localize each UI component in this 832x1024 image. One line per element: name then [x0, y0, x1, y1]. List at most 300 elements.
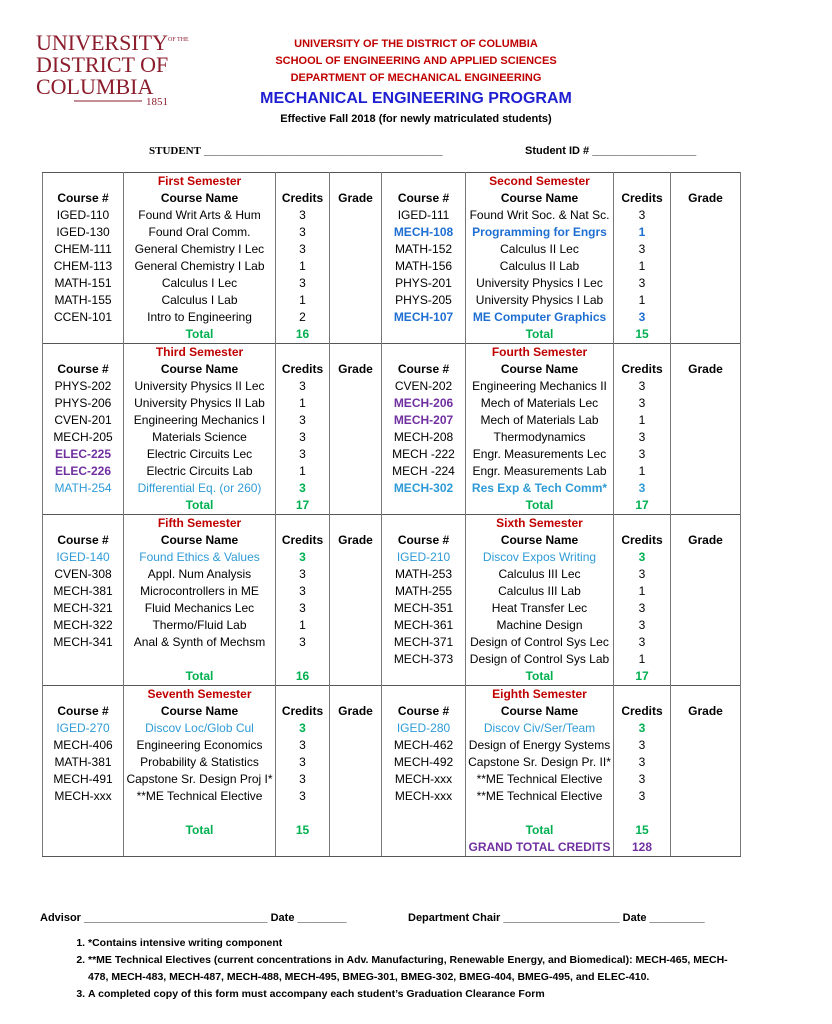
semester-title: Third Semester: [124, 344, 276, 362]
grade-cell[interactable]: [671, 651, 741, 668]
table-row: [43, 771, 741, 788]
semester-title: First Semester: [124, 173, 276, 191]
course-name: ME Computer Graphics: [466, 309, 614, 326]
table-row: [43, 668, 741, 686]
course-name: University Physics I Lab: [466, 292, 614, 309]
course-name: Intro to Engineering: [124, 309, 276, 326]
grade-cell[interactable]: [671, 566, 741, 583]
course-credits: 3: [276, 566, 330, 583]
course-code: MECH-107: [382, 309, 466, 326]
course-code: MATH-254: [43, 480, 124, 497]
table-row: [43, 515, 741, 533]
empty-cell: [382, 344, 466, 362]
course-col-header: Course #: [382, 532, 466, 549]
student-name-line[interactable]: [149, 145, 443, 157]
course-credits: 3: [614, 378, 671, 395]
course-credits: [276, 805, 330, 822]
course-code: [43, 651, 124, 668]
course-name: Differential Eq. (or 260): [124, 480, 276, 497]
total-credits: 15: [614, 822, 671, 839]
name-col-header: Course Name: [124, 532, 276, 549]
grade-cell[interactable]: [330, 378, 382, 395]
course-code: CHEM-111: [43, 241, 124, 258]
credits-col-header: Credits: [276, 361, 330, 378]
course-code: MATH-381: [43, 754, 124, 771]
course-code: MECH-462: [382, 737, 466, 754]
course-col-header: Course #: [382, 361, 466, 378]
grade-cell[interactable]: [330, 720, 382, 737]
student-name-field[interactable]: _______________________________________: [204, 145, 443, 157]
course-credits: 3: [614, 754, 671, 771]
effective-date: Effective Fall 2018 (for newly matriculated students): [280, 113, 552, 125]
course-col-header: Course #: [43, 532, 124, 549]
grade-cell[interactable]: [671, 309, 741, 326]
course-code: [43, 805, 124, 822]
course-credits: 3: [276, 549, 330, 566]
empty-cell: [671, 173, 741, 191]
semester-title: Sixth Semester: [466, 515, 614, 533]
table-row: [43, 361, 741, 378]
empty-cell: [671, 497, 741, 515]
course-name: University Physics I Lec: [466, 275, 614, 292]
grade-cell[interactable]: [330, 446, 382, 463]
course-credits: 3: [276, 224, 330, 241]
course-name: [466, 805, 614, 822]
chair-signature-line[interactable]: Department Chair ___________________ Date _________: [408, 912, 705, 924]
grade-cell[interactable]: [671, 224, 741, 241]
course-credits: 1: [276, 617, 330, 634]
grade-cell[interactable]: [330, 805, 382, 822]
table-row: [43, 532, 741, 549]
empty-cell: [43, 822, 124, 839]
table-row: [43, 805, 741, 822]
grand-total-label: GRAND TOTAL CREDITS: [466, 839, 614, 857]
course-credits: 3: [276, 480, 330, 497]
grade-cell[interactable]: [330, 275, 382, 292]
grade-cell[interactable]: [671, 720, 741, 737]
course-name: Probability & Statistics: [124, 754, 276, 771]
empty-cell: [382, 173, 466, 191]
course-code: MECH-491: [43, 771, 124, 788]
course-credits: 3: [276, 771, 330, 788]
course-credits: 1: [614, 224, 671, 241]
course-name: Found Writ Soc. & Nat Sc.: [466, 207, 614, 224]
course-code: [382, 805, 466, 822]
course-credits: 3: [614, 771, 671, 788]
grade-cell[interactable]: [671, 463, 741, 480]
table-row: [43, 446, 741, 463]
course-credits: 3: [276, 207, 330, 224]
grade-cell[interactable]: [330, 463, 382, 480]
table-row: [43, 326, 741, 344]
name-col-header: Course Name: [466, 703, 614, 720]
course-credits: 2: [276, 309, 330, 326]
grade-cell[interactable]: [330, 600, 382, 617]
course-credits: 1: [614, 583, 671, 600]
course-credits: 1: [614, 412, 671, 429]
course-code: MECH-208: [382, 429, 466, 446]
course-credits: 3: [276, 429, 330, 446]
course-credits: 3: [614, 788, 671, 805]
grade-cell[interactable]: [671, 395, 741, 412]
semester-title: Second Semester: [466, 173, 614, 191]
logo-year: 1851: [146, 96, 168, 108]
course-code: MECH-xxx: [382, 771, 466, 788]
total-label: Total: [466, 497, 614, 515]
course-name: Capstone Sr. Design Proj I*: [124, 771, 276, 788]
course-code: MECH-205: [43, 429, 124, 446]
total-credits: 15: [614, 326, 671, 344]
total-label: Total: [124, 326, 276, 344]
table-row: [43, 549, 741, 566]
course-credits: 3: [614, 207, 671, 224]
table-row: [43, 412, 741, 429]
semester-title: Seventh Semester: [124, 686, 276, 704]
empty-cell: [124, 839, 276, 857]
total-label: Total: [466, 668, 614, 686]
course-name: Found Oral Comm.: [124, 224, 276, 241]
course-credits: 3: [276, 720, 330, 737]
course-credits: 3: [614, 309, 671, 326]
table-row: [43, 566, 741, 583]
course-name: Programming for Engrs: [466, 224, 614, 241]
course-name: University Physics II Lec: [124, 378, 276, 395]
grade-cell[interactable]: [671, 737, 741, 754]
grade-cell[interactable]: [671, 378, 741, 395]
empty-cell: [276, 344, 330, 362]
empty-cell: [43, 344, 124, 362]
name-col-header: Course Name: [466, 532, 614, 549]
course-credits: 3: [614, 566, 671, 583]
course-name: **ME Technical Elective: [466, 788, 614, 805]
course-code: MATH-253: [382, 566, 466, 583]
empty-cell: [43, 326, 124, 344]
empty-cell: [671, 515, 741, 533]
course-name: **ME Technical Elective: [466, 771, 614, 788]
course-name: Engineering Mechanics I: [124, 412, 276, 429]
course-credits: 3: [614, 737, 671, 754]
course-name: Engr. Measurements Lec: [466, 446, 614, 463]
course-name: Anal & Synth of Mechsm: [124, 634, 276, 651]
empty-cell: [330, 822, 382, 839]
empty-cell: [671, 686, 741, 704]
grade-cell[interactable]: [330, 788, 382, 805]
grade-cell[interactable]: [330, 207, 382, 224]
grade-cell[interactable]: [330, 258, 382, 275]
empty-cell: [43, 497, 124, 515]
course-code: MECH-492: [382, 754, 466, 771]
course-code: IGED-130: [43, 224, 124, 241]
course-credits: 1: [276, 292, 330, 309]
course-name: Calculus II Lab: [466, 258, 614, 275]
notes-list: [58, 935, 738, 1003]
table-row: [43, 241, 741, 258]
course-code: MECH-207: [382, 412, 466, 429]
grade-col-header: Grade: [330, 361, 382, 378]
course-code: MECH-xxx: [382, 788, 466, 805]
total-credits: 15: [276, 822, 330, 839]
grade-cell[interactable]: [330, 634, 382, 651]
course-credits: 1: [276, 395, 330, 412]
grade-cell[interactable]: [671, 429, 741, 446]
grade-cell[interactable]: [671, 258, 741, 275]
course-credits: 1: [614, 651, 671, 668]
grade-cell[interactable]: [330, 566, 382, 583]
grade-cell[interactable]: [671, 754, 741, 771]
course-col-header: Course #: [43, 703, 124, 720]
course-code: MECH-206: [382, 395, 466, 412]
total-credits: 17: [614, 497, 671, 515]
empty-cell: [382, 668, 466, 686]
grade-cell[interactable]: [671, 634, 741, 651]
table-row: [43, 737, 741, 754]
total-label: Total: [124, 668, 276, 686]
course-code: MECH-xxx: [43, 788, 124, 805]
course-plan-table: [42, 172, 741, 857]
course-name: Thermodynamics: [466, 429, 614, 446]
grade-cell[interactable]: [330, 412, 382, 429]
table-row: [43, 292, 741, 309]
table-row: [43, 207, 741, 224]
advisor-signature-line[interactable]: Advisor ______________________________ Date ________: [40, 912, 347, 924]
table-row: [43, 651, 741, 668]
name-col-header: Course Name: [124, 703, 276, 720]
empty-cell: [382, 839, 466, 857]
empty-cell: [276, 686, 330, 704]
grade-col-header: Grade: [330, 190, 382, 207]
course-name: [124, 651, 276, 668]
name-col-header: Course Name: [466, 190, 614, 207]
credits-col-header: Credits: [614, 532, 671, 549]
program-title: MECHANICAL ENGINEERING PROGRAM: [260, 90, 572, 107]
empty-cell: [43, 173, 124, 191]
course-code: ELEC-226: [43, 463, 124, 480]
grade-cell[interactable]: [671, 771, 741, 788]
note-2: 2. **ME Technical Electives (current concentrations in Adv. Manufacturing, Renewable Energy, and Biomedical): MECH-465, MECH-478, MECH-483, MECH-487, MECH-488, MECH-495, BMEG-301, BMEG-302, BMEG-404, BMEG-495, and ELEC-410.: [88, 952, 738, 986]
grade-cell[interactable]: [330, 617, 382, 634]
course-code: IGED-270: [43, 720, 124, 737]
course-name: Engineering Economics: [124, 737, 276, 754]
course-credits: 3: [614, 634, 671, 651]
empty-cell: [382, 326, 466, 344]
course-name: Calculus III Lec: [466, 566, 614, 583]
course-credits: 3: [614, 395, 671, 412]
course-credits: 3: [276, 412, 330, 429]
total-credits: 17: [614, 668, 671, 686]
course-code: PHYS-202: [43, 378, 124, 395]
course-credits: 3: [614, 446, 671, 463]
table-row: [43, 617, 741, 634]
course-credits: 1: [276, 258, 330, 275]
course-col-header: Course #: [43, 190, 124, 207]
course-code: PHYS-206: [43, 395, 124, 412]
course-credits: 3: [276, 583, 330, 600]
department-name: DEPARTMENT OF MECHANICAL ENGINEERING: [290, 72, 542, 84]
grade-cell[interactable]: [330, 651, 382, 668]
course-code: IGED-110: [43, 207, 124, 224]
grade-cell[interactable]: [671, 480, 741, 497]
course-credits: 3: [614, 241, 671, 258]
course-credits: 1: [614, 258, 671, 275]
empty-cell: [276, 839, 330, 857]
empty-cell: [671, 326, 741, 344]
course-name: University Physics II Lab: [124, 395, 276, 412]
credits-col-header: Credits: [614, 703, 671, 720]
table-row: [43, 173, 741, 191]
course-code: MECH-406: [43, 737, 124, 754]
grade-cell[interactable]: [671, 275, 741, 292]
empty-cell: [330, 515, 382, 533]
table-row: [43, 788, 741, 805]
course-code: PHYS-201: [382, 275, 466, 292]
grade-cell[interactable]: [671, 241, 741, 258]
grade-cell[interactable]: [330, 771, 382, 788]
logo-line-1: UNIVERSITY: [36, 30, 168, 55]
table-row: [43, 190, 741, 207]
table-row: [43, 839, 741, 857]
course-credits: 3: [276, 600, 330, 617]
empty-cell: [382, 822, 466, 839]
student-label: STUDENT: [149, 145, 201, 157]
table-row: [43, 720, 741, 737]
empty-cell: [614, 173, 671, 191]
total-credits: 16: [276, 326, 330, 344]
table-row: [43, 395, 741, 412]
course-code: MATH-255: [382, 583, 466, 600]
table-row: [43, 378, 741, 395]
table-row: [43, 686, 741, 704]
course-credits: 1: [276, 463, 330, 480]
table-row: [43, 463, 741, 480]
course-name: Microcontrollers in ME: [124, 583, 276, 600]
course-code: MECH-108: [382, 224, 466, 241]
credits-col-header: Credits: [276, 532, 330, 549]
logo-line-3: COLUMBIA: [36, 74, 154, 99]
grade-cell[interactable]: [330, 737, 382, 754]
grade-cell[interactable]: [671, 788, 741, 805]
course-name: Engineering Mechanics II: [466, 378, 614, 395]
empty-cell: [276, 515, 330, 533]
grade-col-header: Grade: [671, 703, 741, 720]
grade-col-header: Grade: [330, 703, 382, 720]
grade-cell[interactable]: [330, 241, 382, 258]
course-code: MATH-156: [382, 258, 466, 275]
course-name: Calculus II Lec: [466, 241, 614, 258]
note-3: 3. A completed copy of this form must accompany each student’s Graduation Clearance Form: [88, 986, 738, 1003]
empty-cell: [43, 668, 124, 686]
course-name: Discov Civ/Ser/Team: [466, 720, 614, 737]
course-name: Design of Control Sys Lec: [466, 634, 614, 651]
credits-col-header: Credits: [276, 190, 330, 207]
grade-cell[interactable]: [671, 600, 741, 617]
semester-title: Eighth Semester: [466, 686, 614, 704]
course-name: Calculus III Lab: [466, 583, 614, 600]
empty-cell: [43, 686, 124, 704]
grade-cell[interactable]: [330, 309, 382, 326]
grade-col-header: Grade: [671, 532, 741, 549]
course-name: **ME Technical Elective: [124, 788, 276, 805]
table-row: [43, 634, 741, 651]
grade-cell[interactable]: [671, 292, 741, 309]
course-credits: 3: [614, 600, 671, 617]
grade-cell[interactable]: [671, 583, 741, 600]
grade-cell[interactable]: [671, 805, 741, 822]
grade-col-header: Grade: [671, 361, 741, 378]
empty-cell: [671, 344, 741, 362]
grade-cell[interactable]: [671, 617, 741, 634]
table-row: [43, 600, 741, 617]
grade-cell[interactable]: [330, 224, 382, 241]
grade-cell[interactable]: [330, 395, 382, 412]
table-row: [43, 480, 741, 497]
course-code: IGED-210: [382, 549, 466, 566]
course-col-header: Course #: [382, 190, 466, 207]
empty-cell: [671, 668, 741, 686]
grade-cell[interactable]: [671, 207, 741, 224]
empty-cell: [382, 497, 466, 515]
course-code: CVEN-308: [43, 566, 124, 583]
course-name: Capstone Sr. Design Pr. II*: [466, 754, 614, 771]
grade-cell[interactable]: [330, 754, 382, 771]
school-name: SCHOOL OF ENGINEERING AND APPLIED SCIENCES: [275, 55, 557, 67]
grade-cell[interactable]: [671, 412, 741, 429]
empty-cell: [330, 326, 382, 344]
credits-col-header: Credits: [614, 190, 671, 207]
course-name: Calculus I Lec: [124, 275, 276, 292]
grade-cell[interactable]: [330, 429, 382, 446]
credits-col-header: Credits: [276, 703, 330, 720]
student-id-line[interactable]: [525, 145, 696, 157]
grade-cell[interactable]: [330, 292, 382, 309]
course-code: MECH-371: [382, 634, 466, 651]
course-code: MECH-351: [382, 600, 466, 617]
empty-cell: [43, 515, 124, 533]
grade-cell[interactable]: [671, 549, 741, 566]
course-code: CVEN-202: [382, 378, 466, 395]
course-credits: [614, 805, 671, 822]
course-name: Appl. Num Analysis: [124, 566, 276, 583]
empty-cell: [614, 344, 671, 362]
empty-cell: [671, 839, 741, 857]
course-code: CHEM-113: [43, 258, 124, 275]
course-name: Discov Expos Writing: [466, 549, 614, 566]
grade-cell[interactable]: [330, 480, 382, 497]
table-row: [43, 822, 741, 839]
course-name: Found Writ Arts & Hum: [124, 207, 276, 224]
grade-cell[interactable]: [330, 583, 382, 600]
course-code: MECH-341: [43, 634, 124, 651]
total-label: Total: [466, 822, 614, 839]
grade-col-header: Grade: [671, 190, 741, 207]
course-name: [124, 805, 276, 822]
total-credits: 17: [276, 497, 330, 515]
table-row: [43, 703, 741, 720]
student-id-field[interactable]: _________________: [592, 145, 697, 157]
empty-cell: [382, 515, 466, 533]
empty-cell: [330, 344, 382, 362]
total-label: Total: [124, 497, 276, 515]
empty-cell: [330, 839, 382, 857]
course-credits: 3: [276, 446, 330, 463]
course-credits: 1: [614, 292, 671, 309]
course-name: Fluid Mechanics Lec: [124, 600, 276, 617]
grade-cell[interactable]: [671, 446, 741, 463]
course-credits: 3: [276, 754, 330, 771]
course-code: MECH -224: [382, 463, 466, 480]
grand-total-value: 128: [614, 839, 671, 857]
grade-cell[interactable]: [330, 549, 382, 566]
table-row: [43, 275, 741, 292]
